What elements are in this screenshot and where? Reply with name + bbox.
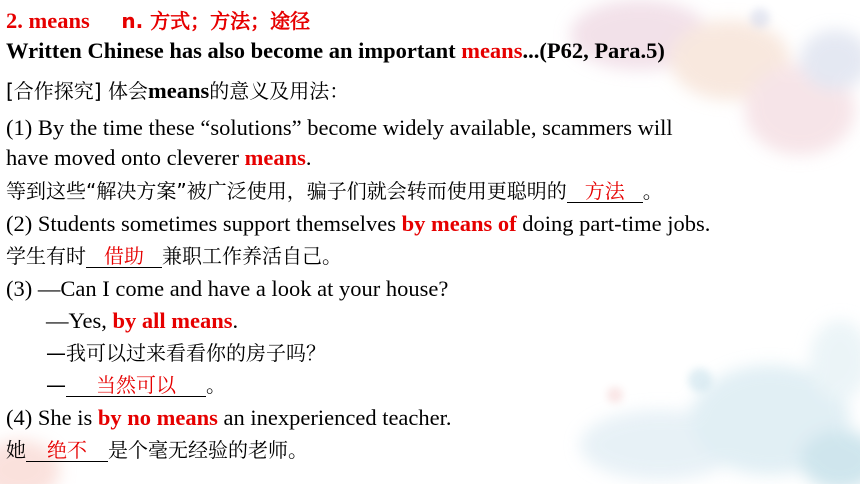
example-1-english-line-2 xyxy=(6,143,312,173)
example-2-cn-post: 兼职工作养活自己。 xyxy=(162,244,342,268)
example-3-question: (3) —Can I come and have a look at your house? xyxy=(6,276,449,301)
source-sentence-pre: Written Chinese has also become an important xyxy=(6,38,462,63)
example-3-cn-post: 。 xyxy=(206,373,226,397)
example-1-chinese xyxy=(6,176,663,206)
example-4-cn-post: 是个毫无经验的老师。 xyxy=(108,438,308,462)
example-1-cn-pre: 等到这些“解决方案”被广泛使用，骗子们就会转而使用更聪明的 xyxy=(6,179,567,203)
example-3-answer-blank: 当然可以 xyxy=(66,374,206,397)
example-4-en-post: an inexperienced teacher. xyxy=(217,405,452,430)
example-1-en-pre: have moved onto cleverer xyxy=(6,145,245,170)
heading xyxy=(6,6,310,36)
example-3-keyword: by all means xyxy=(112,308,233,333)
example-2-answer-blank: 借助 xyxy=(86,245,162,268)
example-3-answer xyxy=(46,306,238,336)
task-bracket: [合作探究] xyxy=(6,79,102,103)
task-keyword: means xyxy=(147,78,210,103)
example-4-en-pre: (4) She is xyxy=(6,405,98,430)
example-3-en-pre: —Yes, xyxy=(46,308,113,333)
example-1-en-post: . xyxy=(305,145,312,170)
example-1-answer-blank: 方法 xyxy=(567,180,643,203)
example-4-chinese xyxy=(6,435,308,465)
example-4-keyword: by no means xyxy=(97,405,218,430)
example-2-en-pre: (2) Students sometimes support themselves xyxy=(6,211,402,236)
example-2-english xyxy=(6,209,710,239)
task-instruction xyxy=(6,76,349,106)
example-2-chinese xyxy=(6,241,342,271)
example-1-english-line-1: (1) By the time these “solutions” become widely available, scammers will xyxy=(6,115,673,140)
example-4-answer-blank: 绝不 xyxy=(26,439,108,462)
example-2-keyword: by means of xyxy=(401,211,517,236)
example-4-english xyxy=(6,403,452,433)
example-3-chinese-question xyxy=(46,338,326,368)
example-2-cn-pre: 学生有时 xyxy=(6,244,86,268)
source-sentence xyxy=(6,36,665,66)
heading-number: 2. means xyxy=(6,8,90,33)
example-4-cn-pre: 她 xyxy=(6,438,26,462)
example-2-en-post: doing part-time jobs. xyxy=(516,211,711,236)
task-post: 的意义及用法： xyxy=(209,79,350,103)
source-sentence-keyword: means xyxy=(461,38,523,63)
source-sentence-post: ...(P62, Para.5) xyxy=(522,38,665,63)
heading-part-of-speech: n. 方式；方法；途径 xyxy=(121,9,311,33)
example-3-cn-dash: — xyxy=(46,373,66,397)
example-3-chinese-answer xyxy=(46,370,226,400)
example-3-en-post: . xyxy=(232,308,239,333)
example-1-keyword: means xyxy=(244,145,306,170)
task-pre: 体会 xyxy=(101,79,148,103)
example-3-cn-question: —我可以过来看看你的房子吗？ xyxy=(46,341,326,365)
example-1-cn-post: 。 xyxy=(642,179,663,203)
